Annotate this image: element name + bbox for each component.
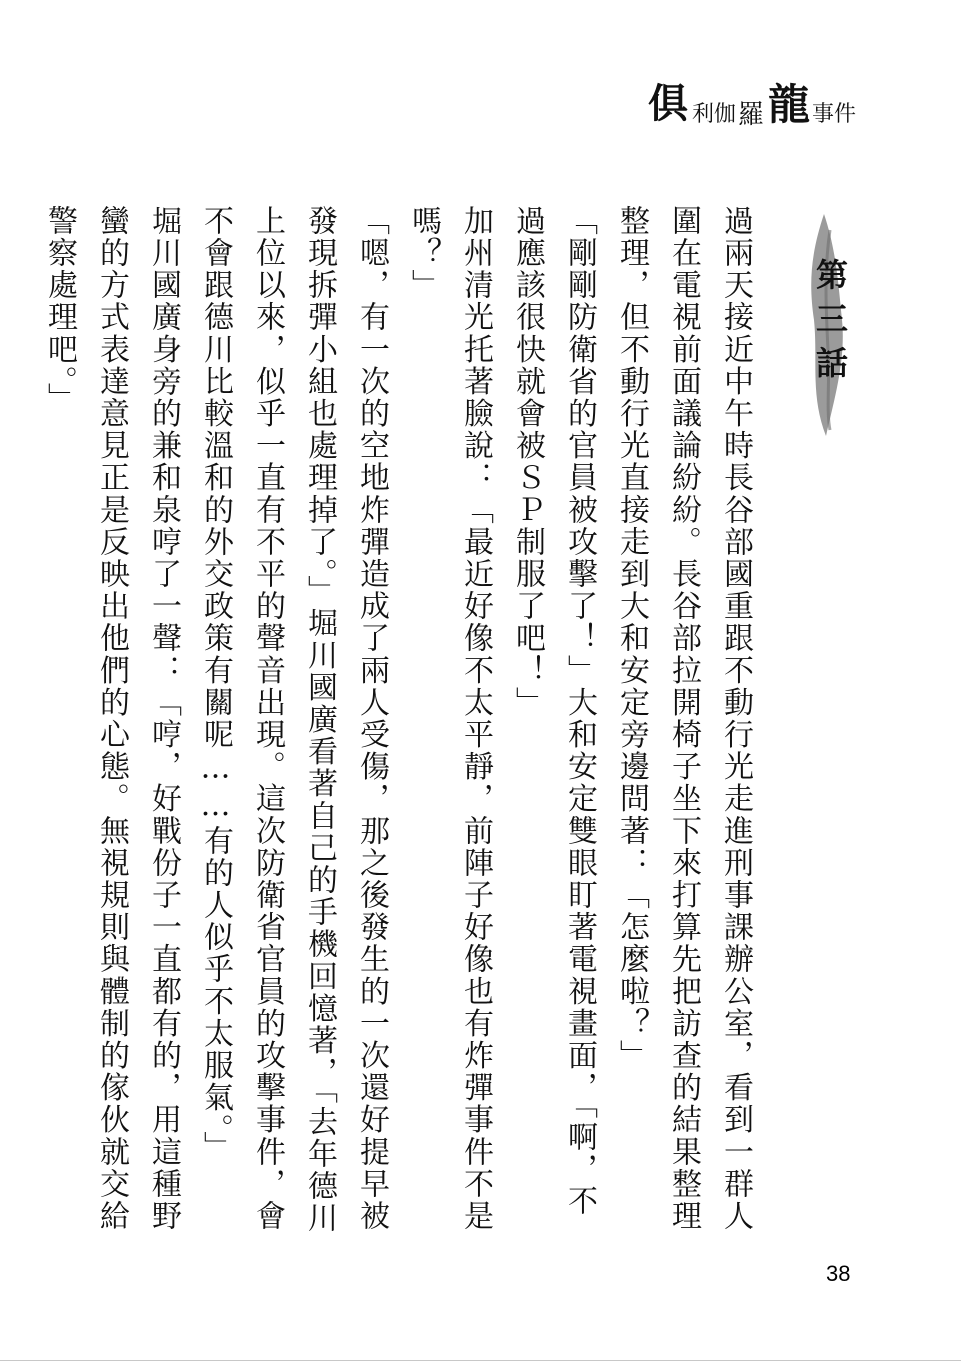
chapter-heading: [790, 210, 870, 440]
header-char-1: 俱: [648, 80, 689, 127]
paragraph-3: 加州清光托著臉說：「最近好像不太平靜，前陣子好像也有炸彈事件不是嗎？」: [406, 205, 493, 1233]
vertical-body-text: [33, 205, 761, 1245]
header-char-5: 事件: [812, 102, 857, 127]
header-char-2: 利伽: [692, 102, 737, 127]
page-bottom-divider: [0, 1360, 961, 1361]
paragraph-4: 「嗯，有一次的空地炸彈造成了兩人受傷，那之後發生的一次還好提早被發現拆彈小組也處理掉了。」堀川國廣看著自己的手機回憶著，「去年德川上位以來，似乎一直有不平的聲音出現。這次防衛省官員的攻擊事件，會不會跟德川比較溫和的外交政策有關呢……有的人似乎不太服氣。」: [198, 205, 389, 1235]
paragraph-2: 「剛剛防衛省的官員被攻擊了！」大和安定雙眼盯著電視畫面，「啊，不過應該很快就會被ＳＰ制服了吧！」: [510, 205, 597, 1218]
paragraph-1: 過兩天接近中午時長谷部國重跟不動行光走進刑事課辦公室，看到一群人圍在電視前面議論紛紛。長谷部拉開椅子坐下來打算先把訪查的結果整理整理，但不動行光直接走到大和安定旁邊問著：「怎麼啦？」: [614, 205, 753, 1233]
paragraph-5: 堀川國廣身旁的兼和泉哼了一聲：「哼，好戰份子一直都有的，用這種野蠻的方式表達意見正是反映出他們的心態。無視規則與體制的傢伙就交給警察處理吧。」: [42, 205, 181, 1233]
header-char-4: 龍: [768, 80, 812, 129]
running-header-title: [640, 78, 870, 138]
header-char-3: 羅: [738, 100, 765, 130]
chapter-label: 第三話: [811, 258, 849, 390]
page-number: 38: [826, 1261, 851, 1286]
